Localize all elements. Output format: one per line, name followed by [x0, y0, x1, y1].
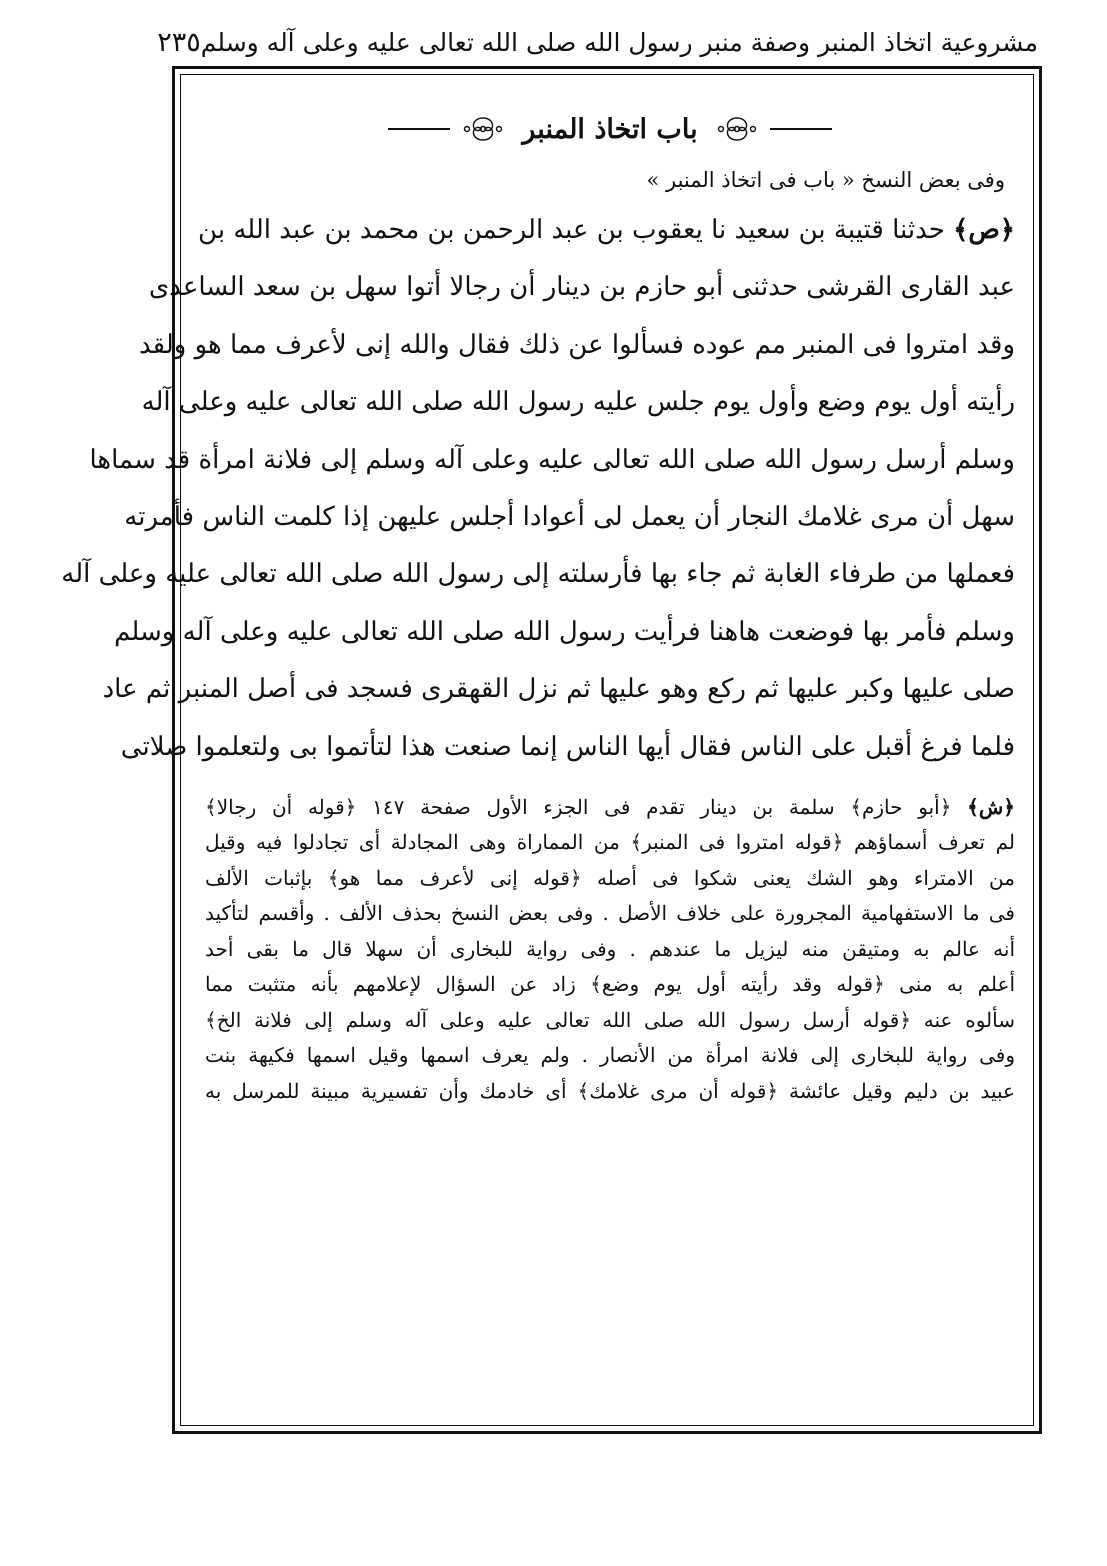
text-line: فعملها من طرفاء الغابة ثم جاء بها فأرسلته إلى رسول الله صلى الله تعالى عليه وعلى آله — [61, 559, 1015, 590]
chapter-title: باب اتخاذ المنبر — [522, 113, 698, 145]
commentary-line: سألوه عنه ﴿قوله أرسل رسول الله صلى الله تعالى عليه وعلى آله وسلم إلى فلانة الخ﴾ — [205, 1007, 1015, 1032]
commentary-line — [205, 790, 1015, 826]
text-line: عبد القارى القرشى حدثنى أبو حازم بن دينار أن رجالا أتوا سهل بن سعد الساعدى — [148, 272, 1015, 303]
header-title: مشروعية اتخاذ المنبر وصفة منبر رسول الله صلى الله تعالى عليه وعلى آله وسلم — [200, 27, 1038, 57]
hadith-marker: ﴿ص﴾ — [953, 215, 1015, 245]
floral-ornament-icon — [462, 114, 504, 144]
commentary-line: فى ما الاستفهامية المجرورة على خلاف الأصل . وفى بعض النسخ بحذف الألف . وأقسم لتأكيد — [205, 901, 1015, 926]
chapter-note: وفى بعض النسخ « باب فى اتخاذ المنبر » — [646, 168, 1005, 192]
commentary — [205, 790, 1015, 1110]
commentary-line: أعلم به منى ﴿قوله وقد رأيته أول يوم وضع﴾ زاد عن السؤال لإعلامهم بأنه متثبت مما — [205, 972, 1015, 997]
commentary-line-content: ﴿أبو حازم﴾ سلمة بن دينار تقدم فى الجزء الأول صفحة ١٤٧ ﴿قوله أن رجالا﴾ — [205, 794, 952, 819]
text-line: سهل أن مرى غلامك النجار أن يعمل لى أعوادا أجلس عليهن إذا كلمت الناس فأمرته — [124, 501, 1015, 532]
hadith-text — [61, 202, 1015, 776]
chapter-title-row — [205, 98, 1015, 160]
text-line: وقد امتروا فى المنبر مم عوده فسألوا عن ذلك فقال والله إنى لأعرف مما هو ولقد — [139, 329, 1015, 360]
commentary-line: من الامتراء وهو الشك يعنى شكوا فى أصله ﴿قوله إنى لأعرف مما هو﴾ بإثبات الألف — [205, 865, 1015, 890]
page-content — [61, 98, 1016, 1413]
floral-ornament-icon — [716, 114, 758, 144]
text-line: وسلم فأمر بها فوضعت هاهنا فرأيت رسول الله صلى الله تعالى عليه وعلى آله وسلم — [114, 616, 1015, 647]
text-line: فلما فرغ أقبل على الناس فقال أيها الناس إنما صنعت هذا لتأتموا بى ولتعلموا صلاتى — [120, 731, 1015, 762]
title-rule-right — [770, 128, 832, 130]
text-line: رأيته أول يوم وضع وأول يوم جلس عليه رسول الله صلى الله تعالى عليه وعلى آله — [141, 387, 1015, 418]
text-line — [198, 202, 1015, 259]
title-rule-left — [388, 128, 450, 130]
commentary-line: أنه عالم به ومتيقن منه ليزيل ما عندهم . وفى رواية للبخارى أن سهلا قال ما بقى أحد — [205, 936, 1015, 961]
commentary-line: لم تعرف أسماؤهم ﴿قوله امتروا فى المنبر﴾ من المماراة وهى المجادلة أى تجادلوا فيه وقيل — [205, 830, 1015, 855]
commentary-line: وفى رواية للبخارى إلى فلانة امرأة من الأنصار . ولم يعرف اسمها وقيل اسمها فكيهة بنت — [205, 1043, 1015, 1068]
commentary-line: عبيد بن دليم وقيل عائشة ﴿قوله أن مرى غلامك﴾ أى خادمك وأن تفسيرية مبينة للمرسل به — [205, 1078, 1015, 1103]
page-number: ٢٣٥ — [157, 26, 201, 58]
text-line-content: حدثنا قتيبة بن سعيد نا يعقوب بن عبد الرحمن بن محمد بن عبد الله بن — [198, 215, 945, 245]
running-header — [157, 22, 1038, 62]
text-line: وسلم أرسل رسول الله صلى الله تعالى عليه وعلى آله وسلم إلى فلانة امرأة قد سماها — [89, 444, 1015, 475]
text-line: صلى عليها وكبر عليها ثم ركع وهو عليها ثم نزل القهقرى فسجد فى أصل المنبر ثم عاد — [102, 674, 1015, 705]
commentary-marker: ﴿ش﴾ — [967, 794, 1016, 819]
